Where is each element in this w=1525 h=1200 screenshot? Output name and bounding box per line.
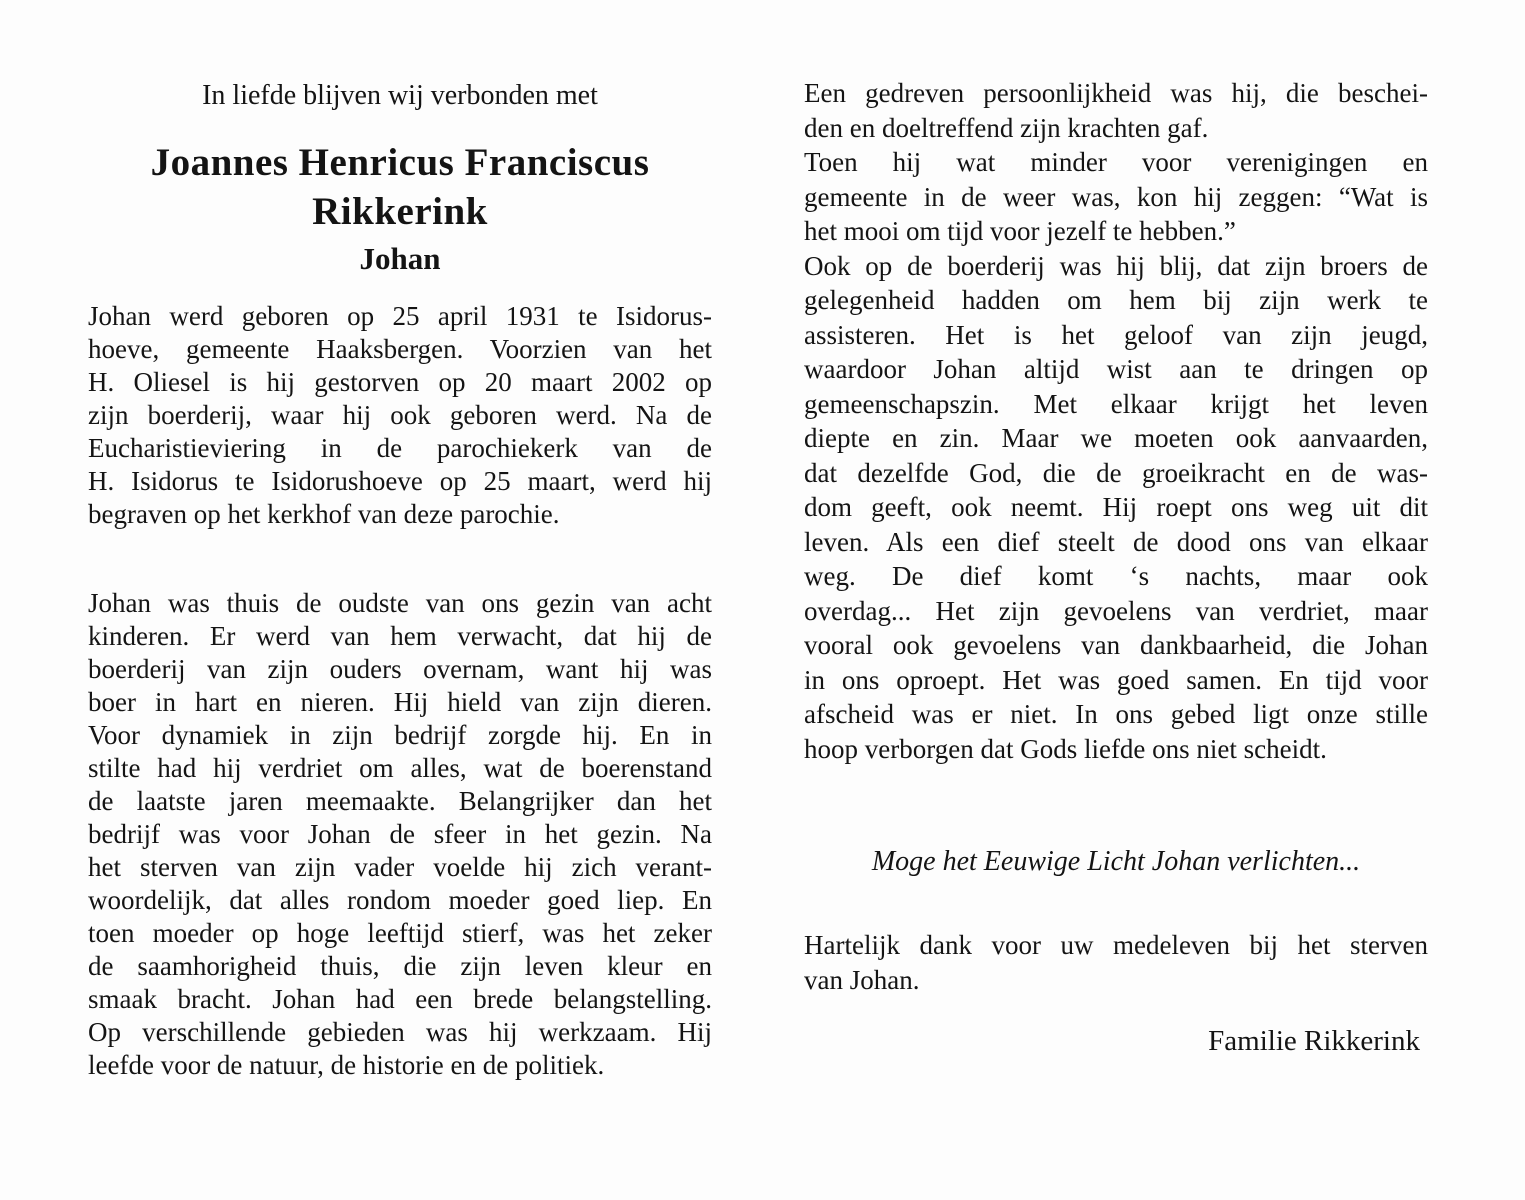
memorial-paragraph-2 [804,145,1428,249]
text-line: Johan was thuis de oudste van ons gezin van acht [88,588,712,618]
text-line: van Johan. [804,964,920,995]
text-line: leefde voor de natuur, de historie en de politiek. [88,1050,605,1080]
left-column [88,0,712,1082]
text-line: kinderen. Er werd van hem verwacht, dat hij de [88,621,712,651]
text-line: Toen hij wat minder voor verenigingen en [804,147,1428,177]
text-line: gemeente in de weer was, kon hij zeggen: “Wat is [804,181,1428,212]
text-line: het sterven van zijn vader voelde hij zich verant- [88,852,712,882]
text-line: boerderij van zijn ouders overnam, want hij was [88,654,712,684]
biography-paragraph-2 [88,587,712,1082]
text-line: vooral ook gevoelens van dankbaarheid, die Johan [804,630,1428,660]
text-line: in ons oproept. Het was goed samen. En tijd voor [804,664,1428,695]
right-column [804,0,1428,1059]
text-line: assisteren. Het is het geloof van zijn jeugd, [804,319,1428,350]
nickname: Johan [359,241,441,276]
text-line: leven. Als een dief steelt de dood ons van elkaar [804,526,1428,557]
text-line: diepte en zin. Maar we moeten ook aanvaarden, [804,423,1428,453]
name-line-1: Joannes Henricus Franciscus [150,141,650,184]
deceased-full-name [88,138,712,236]
text-line: Op verschillende gebieden was hij werkzaam. Hij [88,1017,712,1047]
memorial-paragraph-3 [804,249,1428,767]
text-line: dat dezelfde God, die de groeikracht en de was- [804,457,1428,488]
text-line: boer in hart en nieren. Hij hield van zijn dieren. [88,687,712,717]
text-line: waardoor Johan altijd wist aan te dringen op [804,354,1428,384]
text-line: bedrijf was voor Johan de sfeer in het gezin. Na [88,819,712,849]
text-line: stilte had hij verdriet om alles, wat de boerenstand [88,753,712,783]
text-line: den en doeltreffend zijn krachten gaf. [804,112,1209,143]
text-line: Voor dynamiek in zijn bedrijf zorgde hij. En in [88,720,712,750]
text-line: Eucharistieviering in de parochiekerk van de [88,433,712,463]
text-line: weg. De dief komt ‘s nachts, maar ook [804,561,1428,591]
blessing-line: Moge het Eeuwige Licht Johan verlichten... [871,846,1361,877]
text-line: zijn boerderij, waar hij ook geboren werd. Na de [88,400,712,430]
biography-paragraph-1 [88,300,712,531]
text-line: H. Oliesel is hij gestorven op 20 maart 2002 op [88,367,712,397]
memorial-paragraph-1 [804,76,1428,145]
text-line: de laatste jaren meemaakte. Belangrijker dan het [88,786,712,816]
text-line: smaak bracht. Johan had een brede belangstelling. [88,984,712,1014]
text-line: de saamhorigheid thuis, die zijn leven kleur en [88,951,712,981]
text-line: begraven op het kerkhof van deze parochie. [88,499,560,529]
text-line: afscheid was er niet. In ons gebed ligt onze stille [804,699,1428,729]
text-line: woordelijk, dat alles rondom moeder goed liep. En [88,885,712,915]
text-line: hoop verborgen dat Gods liefde ons niet scheidt. [804,733,1327,764]
text-line: Een gedreven persoonlijkheid was hij, die beschei- [804,78,1428,108]
text-line: H. Isidorus te Isidorushoeve op 25 maart, werd hij [88,466,712,496]
text-line: Johan werd geboren op 25 april 1931 te Isidorus- [88,301,712,331]
text-line: gelegenheid hadden om hem bij zijn werk te [804,285,1428,315]
family-signature: Familie Rikkerink [1208,1025,1420,1057]
text-line: gemeenschapszin. Met elkaar krijgt het leven [804,388,1428,419]
intro-line: In liefde blijven wij verbonden met [202,80,598,111]
text-line: overdag... Het zijn gevoelens van verdriet, maar [804,595,1428,626]
name-line-2: Rikkerink [312,190,488,233]
text-line: het mooi om tijd voor jezelf te hebben.” [804,216,1236,246]
acknowledgement [804,928,1428,997]
text-line: Ook op de boerderij was hij blij, dat zijn broers de [804,250,1428,281]
text-line: toen moeder op hoge leeftijd stierf, was het zeker [88,918,712,948]
text-line: dom geeft, ook neemt. Hij roept ons weg uit dit [804,492,1428,522]
text-line: hoeve, gemeente Haaksbergen. Voorzien van het [88,334,712,364]
text-line: Hartelijk dank voor uw medeleven bij het sterven [804,930,1428,960]
